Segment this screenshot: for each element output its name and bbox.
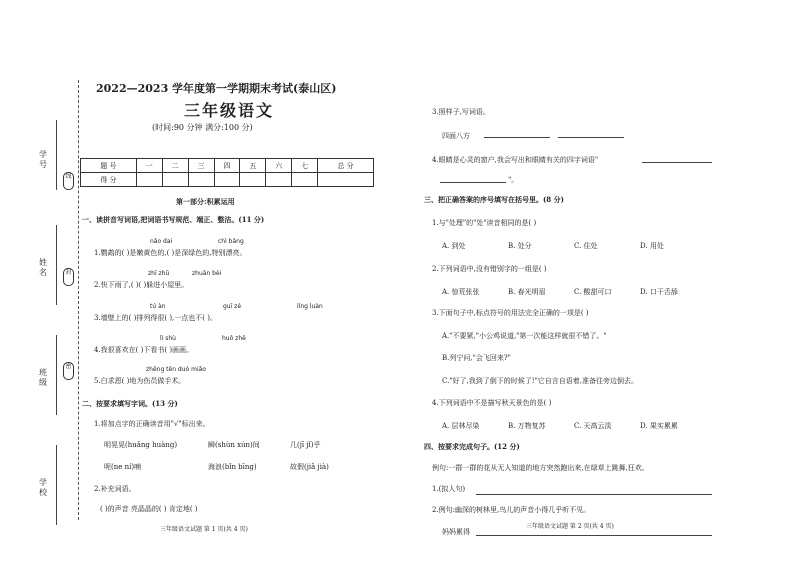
mc-question: 2.下列词语中,没有错别字的一组是( ) xyxy=(432,265,547,273)
answer-line[interactable] xyxy=(476,494,712,495)
answer-line[interactable] xyxy=(642,162,712,163)
binding-line xyxy=(78,80,79,520)
page-footer-left: 三年级语文试题 第 1 页(共 4 页) xyxy=(160,526,248,533)
section-4-title: 四、按要求完成句子。(12 分) xyxy=(424,442,520,451)
question-1-4: 4.我很喜欢在( )下看书( )画画。 xyxy=(94,346,194,354)
mc-question: 1.与"处理"的"处"读音相同的是( ) xyxy=(432,219,537,227)
label-class: 班 级 xyxy=(39,368,47,387)
section-1-title: 一、读拼音写词语,把词语书写规范、端正、整洁。(11 分) xyxy=(82,215,265,224)
mc-option[interactable]: D. 口干舌舔 xyxy=(640,288,678,296)
score-table-row xyxy=(81,173,374,187)
pinyin-choice[interactable]: 海浪(bǐn bīng) xyxy=(208,463,257,471)
pinyin-choice[interactable]: 瞬(shùn xún)间 xyxy=(208,441,260,449)
pinyin-choice[interactable]: 几(jī jǐ)乎 xyxy=(290,441,321,449)
mc-option[interactable]: A. 惊荒张张 xyxy=(442,288,480,296)
label-name: 姓 名 xyxy=(39,258,47,277)
question-2-1: 1.将加点字的正确读音用"√"标出来。 xyxy=(94,420,210,428)
seal-mark-xian: 线 xyxy=(63,172,74,190)
sentence-start: 妈妈累得 xyxy=(442,528,470,536)
answer-line[interactable] xyxy=(558,137,624,138)
pinyin: zhēng tēn duó miǎo xyxy=(146,366,206,373)
exam-title: 2022—2023 学年度第一学期期末考试(泰山区) xyxy=(96,82,337,95)
mc-option[interactable]: A. 层林尽染 xyxy=(442,422,480,430)
mc-option[interactable]: B. 处分 xyxy=(508,242,532,250)
seal-mark-feng: 封 xyxy=(63,268,74,286)
question-3: 3.照样子,写词语。 xyxy=(432,108,490,116)
header-cell: 四 xyxy=(214,159,240,173)
pinyin-choice[interactable]: 明晃晃(huǎng huàng) xyxy=(104,441,178,449)
answer-line[interactable] xyxy=(440,182,506,183)
pinyin: líng luàn xyxy=(297,303,323,310)
subject-title: 三年级语文 xyxy=(184,101,275,120)
mc-option[interactable]: C. 住处 xyxy=(574,242,598,250)
label-student-id: 学 号 xyxy=(39,150,47,169)
question-1-3: 3.墙壁上的( )排列得很( ),一点也不( )。 xyxy=(94,314,217,322)
fill-in-words[interactable]: ( )的声音 亮晶晶的( ) 肯定地( ) xyxy=(100,505,198,513)
header-cell: 题 号 xyxy=(81,159,137,173)
header-cell: 七 xyxy=(292,159,318,173)
mc-option[interactable]: D. 果实累累 xyxy=(640,422,678,430)
page-footer-right: 三年级语文试题 第 2 页(共 4 页) xyxy=(526,523,614,530)
mc-question: 3.下面句子中,标点符号的用法完全正确的一项是( ) xyxy=(432,309,589,317)
header-cell: 六 xyxy=(266,159,292,173)
pinyin: lì shù xyxy=(160,335,176,342)
pinyin: zhī zhū xyxy=(148,270,170,277)
name-line[interactable] xyxy=(56,225,58,305)
pinyin: nǎo dai xyxy=(150,238,173,245)
question-4: 4.眼睛是心灵的窗户,我会写出和眼睛有关的四字词语" xyxy=(432,156,599,164)
mc-option[interactable]: C."好了,我到了倒下的时候了!"它自言自语着,准备往旁边倒去。 xyxy=(442,377,639,385)
score-cell[interactable] xyxy=(318,173,374,187)
score-table-header xyxy=(81,159,374,173)
pinyin-choice[interactable]: 呢(ne ní)喃 xyxy=(104,463,142,471)
pinyin: chì bǎng xyxy=(218,238,244,245)
mc-option[interactable]: B. 春光明眉 xyxy=(508,288,546,296)
header-cell: 总 分 xyxy=(318,159,374,173)
score-cell[interactable] xyxy=(214,173,240,187)
header-cell: 三 xyxy=(188,159,214,173)
school-line[interactable] xyxy=(56,445,58,525)
score-cell[interactable] xyxy=(240,173,266,187)
question-1-1: 1.鹦鹉的( )是嫩黄色的,( )是深绿色的,特别漂亮。 xyxy=(94,249,247,257)
label-school: 学 校 xyxy=(39,478,47,497)
mc-option[interactable]: C. 酸甜可口 xyxy=(574,288,612,296)
section-2-title: 二、按要求填写字词。(13 分) xyxy=(82,399,178,408)
header-cell: 二 xyxy=(162,159,188,173)
mc-option[interactable]: B. 万物复苏 xyxy=(508,422,546,430)
question-2-2: 2.补充词语。 xyxy=(94,485,136,493)
mc-option[interactable]: D. 用处 xyxy=(640,242,664,250)
time-score: (时间:90 分钟 满分:100 分) xyxy=(152,123,253,132)
score-table xyxy=(80,158,374,187)
question-1-5: 5.白求恩( )地为伤员做手术。 xyxy=(94,377,186,385)
example-sentence: 例句:一群一群的花从无人知道的地方突然跑出来,在绿草上跳舞,狂欢。 xyxy=(432,464,649,472)
mc-option[interactable]: A. 到处 xyxy=(442,242,466,250)
section-3-title: 三、把正确答案的序号填写在括号里。(8 分) xyxy=(424,195,564,204)
score-cell[interactable] xyxy=(266,173,292,187)
mc-option[interactable]: C. 天高云淡 xyxy=(574,422,612,430)
seal-mark-mi: 密 xyxy=(63,362,74,380)
part-heading: 第一部分:积累运用 xyxy=(176,197,235,206)
sentence-task-2: 2.例句:幽深的树林里,鸟儿的声音小得几乎听不见。 xyxy=(432,506,591,514)
pinyin: tú àn xyxy=(150,303,166,310)
score-cell[interactable] xyxy=(188,173,214,187)
answer-line[interactable] xyxy=(484,137,550,138)
row-label: 得 分 xyxy=(81,173,137,187)
answer-line[interactable] xyxy=(476,535,712,536)
header-cell: 五 xyxy=(240,159,266,173)
pinyin-choice[interactable]: 故假(jiǎ jià) xyxy=(290,463,329,471)
pinyin: huǒ zhě xyxy=(222,335,246,342)
student-id-line[interactable] xyxy=(56,120,58,190)
pinyin: zhuān bèi xyxy=(192,270,222,277)
question-1-2: 2.快下雨了,( )( )躲进小屋里。 xyxy=(94,281,189,289)
header-cell: 一 xyxy=(136,159,162,173)
mc-option[interactable]: B.列宁问,"会飞回来?" xyxy=(442,354,511,362)
quote-end: "。 xyxy=(508,176,519,184)
sentence-task-1: 1.(拟人句) xyxy=(432,485,466,493)
mc-question: 4.下列词语中不是描写秋天景色的是( ) xyxy=(432,399,552,407)
example-word: 四面八方 xyxy=(442,132,470,140)
score-cell[interactable] xyxy=(136,173,162,187)
pinyin: guī zé xyxy=(223,303,242,310)
score-cell[interactable] xyxy=(162,173,188,187)
class-line[interactable] xyxy=(56,335,58,415)
score-cell[interactable] xyxy=(292,173,318,187)
mc-option[interactable]: A."不要紧,"小公鸡说道,"第一次能这样就很不错了。" xyxy=(442,332,607,340)
